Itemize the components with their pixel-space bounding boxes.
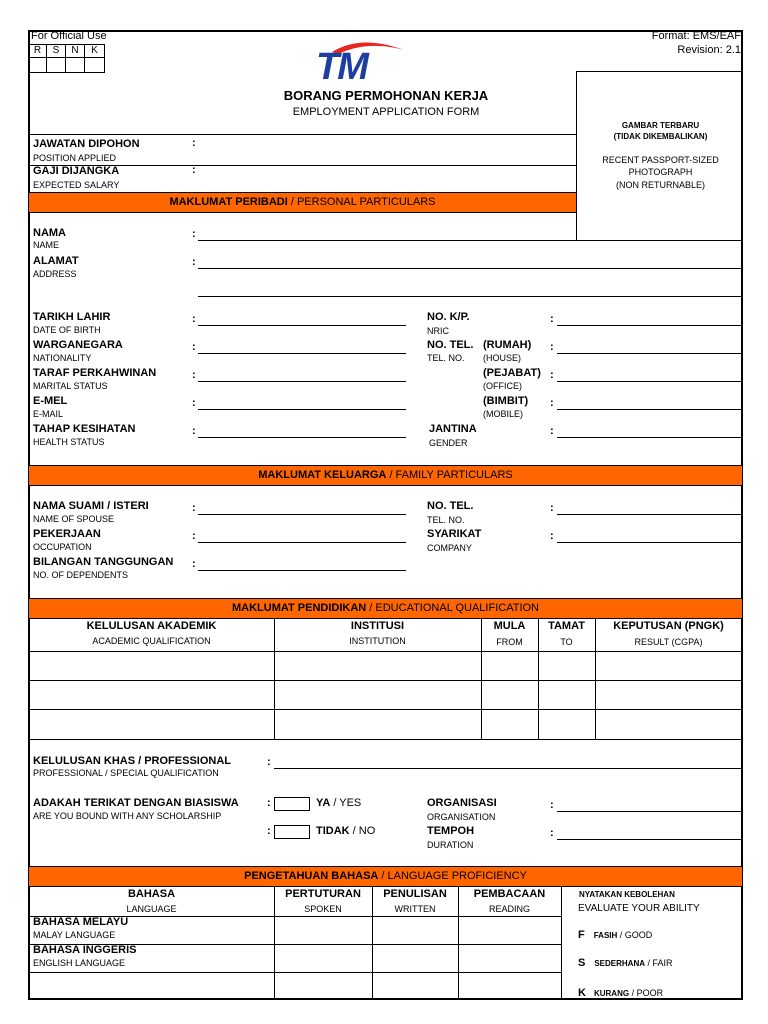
address-sub: ADDRESS [33,269,77,279]
english-written-cell[interactable] [373,945,458,972]
duration-sub: DURATION [427,840,474,850]
marital-input[interactable] [198,381,406,382]
malay-spoken-cell[interactable] [275,917,372,944]
dob-sub: DATE OF BIRTH [33,325,101,335]
format-label: Format: EMS/EAF [651,30,741,42]
nationality-label: WARGANEGARA [33,339,123,351]
ability-sub: EVALUATE YOUR ABILITY [578,903,700,914]
gender-label: JANTINA [429,423,477,435]
colon: : [192,558,196,570]
duration-input[interactable] [557,839,742,840]
official-code-n: N [65,44,85,58]
occupation-sub: OCCUPATION [33,542,92,552]
photo-line5: (NON RETURNABLE) [615,180,705,190]
legend-fluent: F FASIH / GOOD [578,929,653,941]
family-section-header: MAKLUMAT KELUARGA / FAMILY PARTICULARS [29,465,742,486]
organisation-label: ORGANISASI [427,797,497,809]
malay-label: BAHASA MELAYU [33,916,129,928]
email-input[interactable] [198,409,406,410]
duration-label: TEMPOH [427,825,475,837]
edu-col-to-sub: TO [560,637,573,647]
edu-col-to: TAMAT [548,620,585,632]
colon: : [192,256,196,268]
edu-table-row-3[interactable] [30,710,741,739]
edu-col-qualification: KELULUSAN AKADEMIK [86,620,217,632]
colon: : [267,756,271,768]
edu-col-institution-sub: INSTITUTION [349,636,406,646]
address-label: ALAMAT [33,255,79,267]
edu-row-divider [29,739,742,740]
lang-col-reading-sub: READING [488,904,530,914]
tel-house-input[interactable] [557,353,742,354]
health-sub: HEALTH STATUS [33,437,105,447]
lang-col-language-sub: LANGUAGE [126,904,177,914]
house-sub: (HOUSE) [483,353,521,363]
edu-col-result: KEPUTUSAN (PNGK) [613,620,724,632]
scholarship-yes-label: YA / YES [316,797,362,809]
english-spoken-cell[interactable] [275,945,372,972]
tel-office-input[interactable] [557,381,742,382]
edu-col-result-sub: RESULT (CGPA) [634,637,703,647]
colon: : [550,369,554,381]
email-label: E-MEL [33,395,68,407]
name-sub: NAME [33,240,60,250]
colon: : [267,797,271,809]
health-label: TAHAP KESIHATAN [33,423,136,435]
organisation-sub: ORGANISATION [427,812,496,822]
edu-col-from-sub: FROM [496,637,523,647]
lang-col-spoken: PERTUTURAN [285,888,361,900]
expected-salary-label: GAJI DIJANGKA [33,165,120,177]
colon: : [550,502,554,514]
spouse-sub: NAME OF SPOUSE [33,514,115,524]
occupation-label: PEKERJAAN [33,528,101,540]
dob-label: TARIKH LAHIR [33,311,111,323]
official-input-k[interactable] [84,57,105,73]
family-tel-sub: TEL. NO. [427,515,465,525]
tel-mobile-input[interactable] [557,409,742,410]
colon: : [550,425,554,437]
spouse-label: NAMA SUAMI / ISTERI [33,500,149,512]
lang-col-written-sub: WRITTEN [394,904,436,914]
nric-input[interactable] [557,325,742,326]
professional-label: KELULUSAN KHAS / PROFESSIONAL [33,755,232,767]
official-code-s: S [46,44,66,58]
education-section-header: MAKLUMAT PENDIDIKAN / EDUCATIONAL QUALIFICATION [29,598,742,619]
malay-sub: MALAY LANGUAGE [33,930,116,940]
english-label: BAHASA INGGERIS [33,944,137,956]
nric-sub: NRIC [427,326,449,336]
lang-col-language: BAHASA [127,888,176,900]
occupation-input[interactable] [198,542,406,543]
revision-label: Revision: 2.1 [677,44,741,56]
scholarship-yes-checkbox[interactable] [274,797,310,811]
official-code-k: K [84,44,105,58]
edu-col-qualification-sub: ACADEMIC QUALIFICATION [92,636,211,646]
mobile-label: (BIMBIT) [483,395,529,407]
tm-logo-text: TM [316,46,367,88]
personal-section-header: MAKLUMAT PERIBADI / PERSONAL PARTICULARS [29,192,576,213]
divider [29,165,576,166]
colon: : [192,313,196,325]
photo-line1: GAMBAR TERBARU [621,121,700,130]
dependents-label: BILANGAN TANGGUNGAN [33,556,174,568]
organisation-input[interactable] [557,811,742,812]
position-applied-label: JAWATAN DIPOHON [33,138,140,150]
nationality-input[interactable] [198,353,406,354]
lang-row-divider [29,972,561,973]
official-input-n[interactable] [65,57,85,73]
colon: : [192,425,196,437]
scholarship-label: ADAKAH TERIKAT DENGAN BIASISWA [33,797,239,809]
nric-label: NO. K/P. [427,311,470,323]
position-applied-sub: POSITION APPLIED [33,153,117,163]
colon: : [550,341,554,353]
photo-line3: RECENT PASSPORT-SIZED [602,155,719,165]
colon: : [192,502,196,514]
colon: : [192,397,196,409]
form-subtitle: EMPLOYMENT APPLICATION FORM [292,106,480,118]
professional-input[interactable] [274,768,742,769]
spouse-input[interactable] [198,514,406,515]
edu-col-from: MULA [493,620,526,632]
lang-col-divider [561,887,562,999]
divider [29,134,576,135]
english-reading-cell[interactable] [459,945,561,972]
dependents-sub: NO. OF DEPENDENTS [33,570,129,580]
nationality-sub: NATIONALITY [33,353,92,363]
official-use-label: For Official Use [31,30,107,42]
scholarship-no-checkbox[interactable] [274,825,310,839]
company-input[interactable] [557,542,742,543]
colon: : [550,799,554,811]
company-label: SYARIKAT [427,528,482,540]
colon: : [192,369,196,381]
marital-sub: MARITAL STATUS [33,381,108,391]
tm-logo [316,38,410,86]
edu-table-row-2[interactable] [30,681,741,709]
lang-col-reading: PEMBACAAN [473,888,546,900]
colon: : [267,825,271,837]
house-label: (RUMAH) [483,339,532,351]
family-tel-input[interactable] [557,514,742,515]
company-sub: COMPANY [427,543,472,553]
office-sub: (OFFICE) [483,381,522,391]
colon: : [550,313,554,325]
name-input[interactable] [198,240,742,241]
colon: : [192,228,196,240]
malay-written-cell[interactable] [373,917,458,944]
lang-col-spoken-sub: SPOKEN [304,904,342,914]
photo-box[interactable] [576,71,743,241]
family-tel-label: NO. TEL. [427,500,474,512]
health-input[interactable] [198,437,406,438]
form-title: BORANG PERMOHONAN KERJA [283,88,489,103]
ability-label: NYATAKAN KEBOLEHAN [579,890,675,899]
colon: : [192,341,196,353]
scholarship-no-label: TIDAK / NO [316,825,376,837]
gender-input[interactable] [557,437,742,438]
address-input-line1[interactable] [198,268,742,269]
malay-reading-cell[interactable] [459,917,561,944]
colon: : [550,397,554,409]
gender-sub: GENDER [429,438,468,448]
dob-input[interactable] [198,325,406,326]
colon: : [550,827,554,839]
official-code-r: R [28,44,47,58]
office-label: (PEJABAT) [483,367,541,379]
official-input-r[interactable] [28,57,47,73]
name-label: NAMA [33,227,66,239]
colon: : [192,164,196,176]
dependents-input[interactable] [198,570,406,571]
email-sub: E-MAIL [33,409,64,419]
mobile-sub: (MOBILE) [483,409,524,419]
address-input-line2[interactable] [198,296,742,297]
colon: : [550,530,554,542]
photo-line4: PHOTOGRAPH [628,167,693,177]
lang-col-written: PENULISAN [383,888,447,900]
legend-moderate: S SEDERHANA / FAIR [578,957,673,969]
edu-table-row-1[interactable] [30,652,741,680]
professional-sub: PROFESSIONAL / SPECIAL QUALIFICATION [33,768,219,778]
photo-line2: (TIDAK DIKEMBALIKAN) [613,132,708,141]
official-input-s[interactable] [46,57,66,73]
colon: : [192,137,196,149]
tel-label: NO. TEL. [427,339,474,351]
english-sub: ENGLISH LANGUAGE [33,958,126,968]
expected-salary-sub: EXPECTED SALARY [33,180,120,190]
language-section-header: PENGETAHUAN BAHASA / LANGUAGE PROFICIENCY [29,866,742,887]
scholarship-sub: ARE YOU BOUND WITH ANY SCHOLARSHIP [33,811,222,821]
edu-col-institution: INSTITUSI [350,620,405,632]
tel-sub: TEL. NO. [427,353,465,363]
legend-poor: K KURANG / POOR [578,987,664,999]
colon: : [192,530,196,542]
marital-label: TARAF PERKAHWINAN [33,367,157,379]
